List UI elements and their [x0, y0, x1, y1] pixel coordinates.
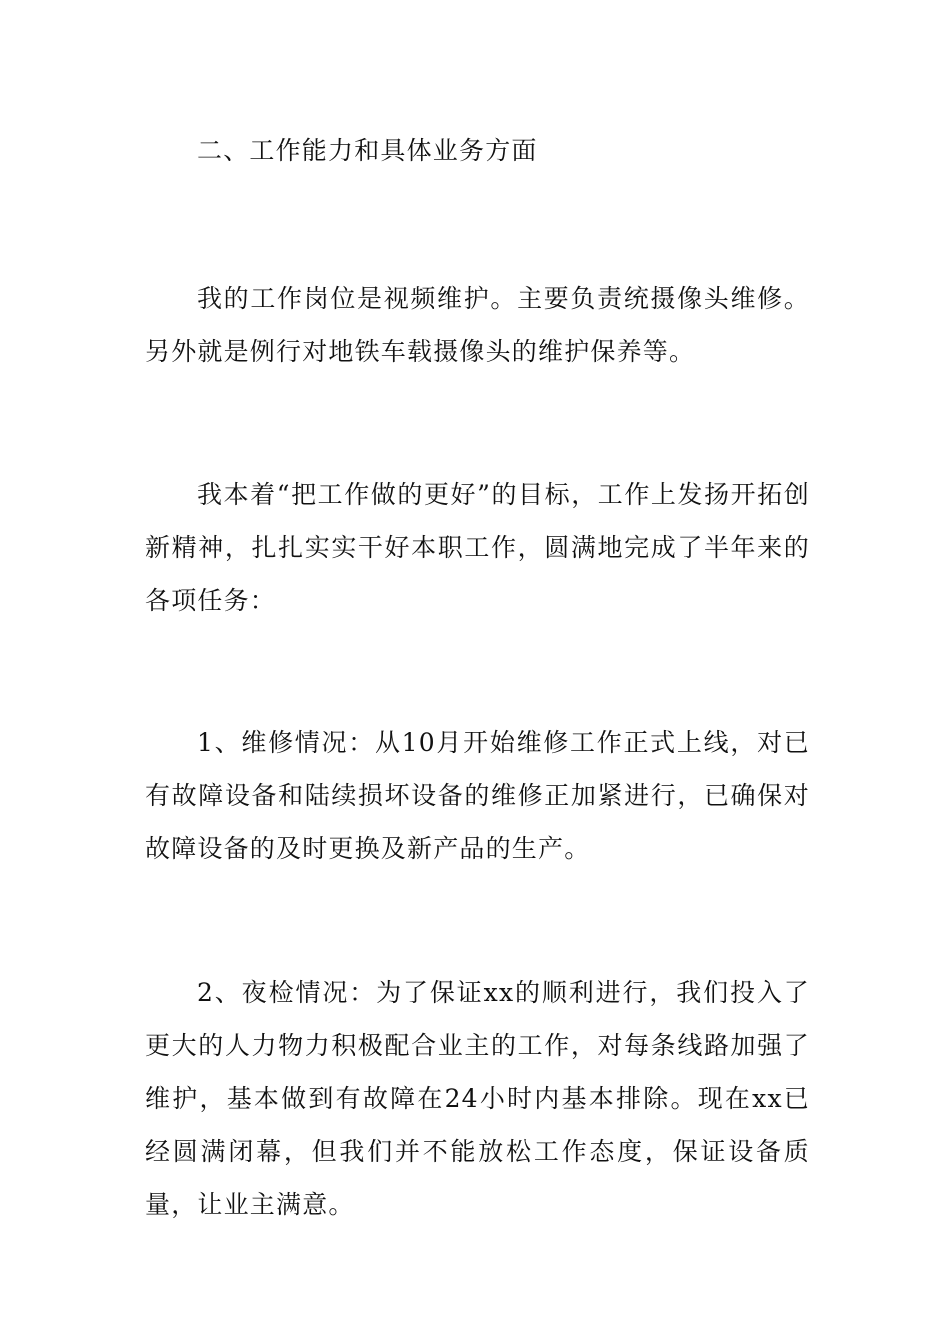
- paragraph-night-inspection: 2、夜检情况：为了保证xx的顺利进行，我们投入了更大的人力物力积极配合业主的工作，对每条线路加强了维护，基本做到有故障在24小时内基本排除。现在xx已经圆满闭幕，但我们并不能放松工作态度，保证设备质量，让业主满意。: [145, 978, 810, 1219]
- section-heading: 二、工作能力和具体业务方面: [197, 136, 538, 165]
- paragraph-maintenance: 1、维修情况：从10月开始维修工作正式上线，对已有故障设备和陆续损坏设备的维修正加紧进行，已确保对故障设备的及时更换及新产品的生产。: [145, 728, 810, 863]
- paragraph-goal: 我本着“把工作做的更好”的目标，工作上发扬开拓创新精神，扎扎实实干好本职工作，圆满地完成了半年来的各项任务：: [145, 480, 810, 615]
- paragraph-job-role: 我的工作岗位是视频维护。主要负责统摄像头维修。另外就是例行对地铁车载摄像头的维护保养等。: [145, 284, 810, 366]
